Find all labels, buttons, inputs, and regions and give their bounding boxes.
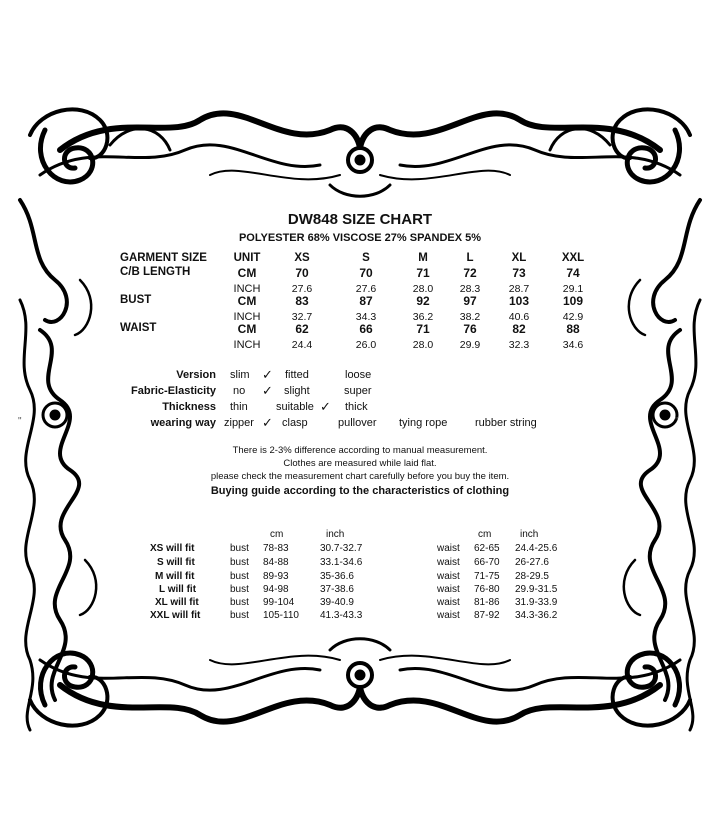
table-cell: 40.6	[508, 311, 530, 323]
fit-value: 62-65	[474, 543, 500, 554]
fit-waist-label: waist	[437, 571, 460, 582]
unit-inch: INCH	[233, 311, 261, 323]
fit-value: 94-98	[263, 584, 289, 595]
check-mark-icon: ✓	[262, 367, 273, 382]
table-cell: 82	[512, 322, 526, 336]
unit-label: UNIT	[233, 252, 261, 264]
fit-value: 37-38.6	[320, 584, 354, 595]
row-label-waist: WAIST	[120, 322, 157, 334]
table-cell: 42.9	[562, 311, 584, 323]
fit-col-cm: cm	[478, 529, 492, 540]
fit-value: 24.4-25.6	[515, 543, 558, 554]
fit-value: 31.9-33.9	[515, 597, 558, 608]
fit-value: 89-93	[263, 571, 289, 582]
check-mark-icon: ✓	[320, 399, 331, 414]
fit-value: 35-36.6	[320, 571, 354, 582]
fit-bust-label: bust	[230, 584, 249, 595]
table-cell: 28.0	[412, 283, 434, 295]
row-label-cb-length: C/B LENGTH	[120, 266, 191, 278]
table-cell: 29.9	[459, 339, 481, 351]
feature-option: no	[233, 385, 246, 397]
unit-inch: INCH	[233, 339, 261, 351]
fit-value: 84-88	[263, 557, 289, 568]
feature-option: suitable	[276, 401, 314, 413]
fit-col-inch: inch	[326, 529, 345, 540]
feature-option: thick	[345, 401, 368, 413]
check-mark-icon: ✓	[262, 415, 273, 430]
note-line: Clothes are measured while laid flat.	[283, 458, 437, 469]
fit-row-label: L will fit	[159, 584, 197, 595]
fit-value: 78-83	[263, 543, 289, 554]
table-cell: 92	[416, 294, 430, 308]
table-cell: 28.7	[508, 283, 530, 295]
size-header-xs: XS	[294, 252, 310, 264]
size-header-s: S	[362, 252, 370, 264]
fit-waist-label: waist	[437, 597, 460, 608]
fit-value: 81-86	[474, 597, 500, 608]
feature-option: rubber string	[475, 417, 537, 429]
table-cell: 76	[463, 322, 477, 336]
table-cell: 32.7	[291, 311, 313, 323]
table-cell: 88	[566, 322, 580, 336]
fit-waist-label: waist	[437, 610, 460, 621]
table-cell: 83	[295, 294, 309, 308]
unit-cm: CM	[237, 266, 257, 280]
fit-value: 34.3-36.2	[515, 610, 558, 621]
feature-label-wearing-way: wearing way	[150, 417, 216, 429]
row-label-bust: BUST	[120, 294, 152, 306]
table-cell: 38.2	[459, 311, 481, 323]
buying-guide-title: Buying guide according to the characteristics of clothing	[210, 485, 510, 497]
table-cell: 28.0	[412, 339, 434, 351]
table-cell: 28.3	[459, 283, 481, 295]
fit-col-inch: inch	[520, 529, 539, 540]
table-cell: 34.3	[355, 311, 377, 323]
feature-option: slight	[284, 385, 310, 397]
feature-option: clasp	[282, 417, 308, 429]
fit-row-label: M will fit	[155, 571, 195, 582]
left-side-mark: "	[18, 416, 22, 427]
unit-cm: CM	[237, 322, 257, 336]
fit-value: 29.9-31.5	[515, 584, 558, 595]
table-cell: 24.4	[291, 339, 313, 351]
feature-label-version: Version	[176, 369, 216, 381]
fit-row-label: XL will fit	[155, 597, 199, 608]
table-cell: 103	[508, 294, 530, 308]
fit-value: 28-29.5	[515, 571, 549, 582]
fit-value: 26-27.6	[515, 557, 549, 568]
table-cell: 34.6	[562, 339, 584, 351]
fit-value: 99-104	[263, 597, 295, 608]
table-cell: 72	[463, 266, 477, 280]
fit-bust-label: bust	[230, 610, 249, 621]
unit-inch: INCH	[233, 283, 261, 295]
feature-option: thin	[230, 401, 248, 413]
size-header-l: L	[466, 252, 474, 264]
material-composition: POLYESTER 68% VISCOSE 27% SPANDEX 5%	[238, 232, 482, 244]
table-cell: 71	[416, 322, 430, 336]
fit-row-label: XS will fit	[150, 543, 195, 554]
fit-bust-label: bust	[230, 571, 249, 582]
feature-option: zipper	[224, 417, 254, 429]
fit-value: 30.7-32.7	[320, 543, 363, 554]
table-cell: 74	[566, 266, 580, 280]
feature-label-thickness: Thickness	[162, 401, 216, 413]
garment-size-label: GARMENT SIZE	[120, 252, 207, 264]
feature-option: tying rope	[399, 417, 448, 429]
size-header-m: M	[418, 252, 428, 264]
size-header-xl: XL	[511, 252, 527, 264]
feature-option: fitted	[285, 369, 309, 381]
right-side-mark: "	[675, 416, 679, 427]
fit-bust-label: bust	[230, 543, 249, 554]
table-cell: 36.2	[412, 311, 434, 323]
feature-option: loose	[345, 369, 372, 381]
fit-bust-label: bust	[230, 557, 249, 568]
table-cell: 87	[359, 294, 373, 308]
table-cell: 32.3	[508, 339, 530, 351]
fit-waist-label: waist	[437, 543, 460, 554]
fit-col-cm: cm	[270, 529, 284, 540]
table-cell: 73	[512, 266, 526, 280]
fit-row-label: S will fit	[157, 557, 195, 568]
note-line: There is 2-3% difference according to manual measurement.	[232, 445, 488, 456]
fit-value: 71-75	[474, 571, 500, 582]
table-cell: 70	[295, 266, 309, 280]
table-cell: 71	[416, 266, 430, 280]
fit-value: 66-70	[474, 557, 500, 568]
fit-value: 87-92	[474, 610, 500, 621]
table-cell: 27.6	[355, 283, 377, 295]
fit-waist-label: waist	[437, 557, 460, 568]
table-cell: 66	[359, 322, 373, 336]
note-line: please check the measurement chart carefully before you buy the item.	[210, 471, 510, 482]
feature-option: pullover	[338, 417, 377, 429]
fit-value: 39-40.9	[320, 597, 354, 608]
table-cell: 62	[295, 322, 309, 336]
fit-row-label: XXL will fit	[150, 610, 201, 621]
table-cell: 109	[562, 294, 584, 308]
unit-cm: CM	[237, 294, 257, 308]
table-cell: 27.6	[291, 283, 313, 295]
table-cell: 26.0	[355, 339, 377, 351]
feature-option: slim	[230, 369, 250, 381]
fit-waist-label: waist	[437, 584, 460, 595]
table-cell: 97	[463, 294, 477, 308]
fit-value: 76-80	[474, 584, 500, 595]
feature-option: super	[344, 385, 372, 397]
table-cell: 29.1	[562, 283, 584, 295]
size-header-xxl: XXL	[561, 252, 585, 264]
table-cell: 70	[359, 266, 373, 280]
fit-bust-label: bust	[230, 597, 249, 608]
fit-value: 33.1-34.6	[320, 557, 363, 568]
page-title: DW848 SIZE CHART	[287, 211, 433, 228]
fit-value: 105-110	[263, 610, 299, 621]
check-mark-icon: ✓	[262, 383, 273, 398]
feature-label-fabric-elasticity: Fabric-Elasticity	[131, 385, 216, 397]
fit-value: 41.3-43.3	[320, 610, 363, 621]
